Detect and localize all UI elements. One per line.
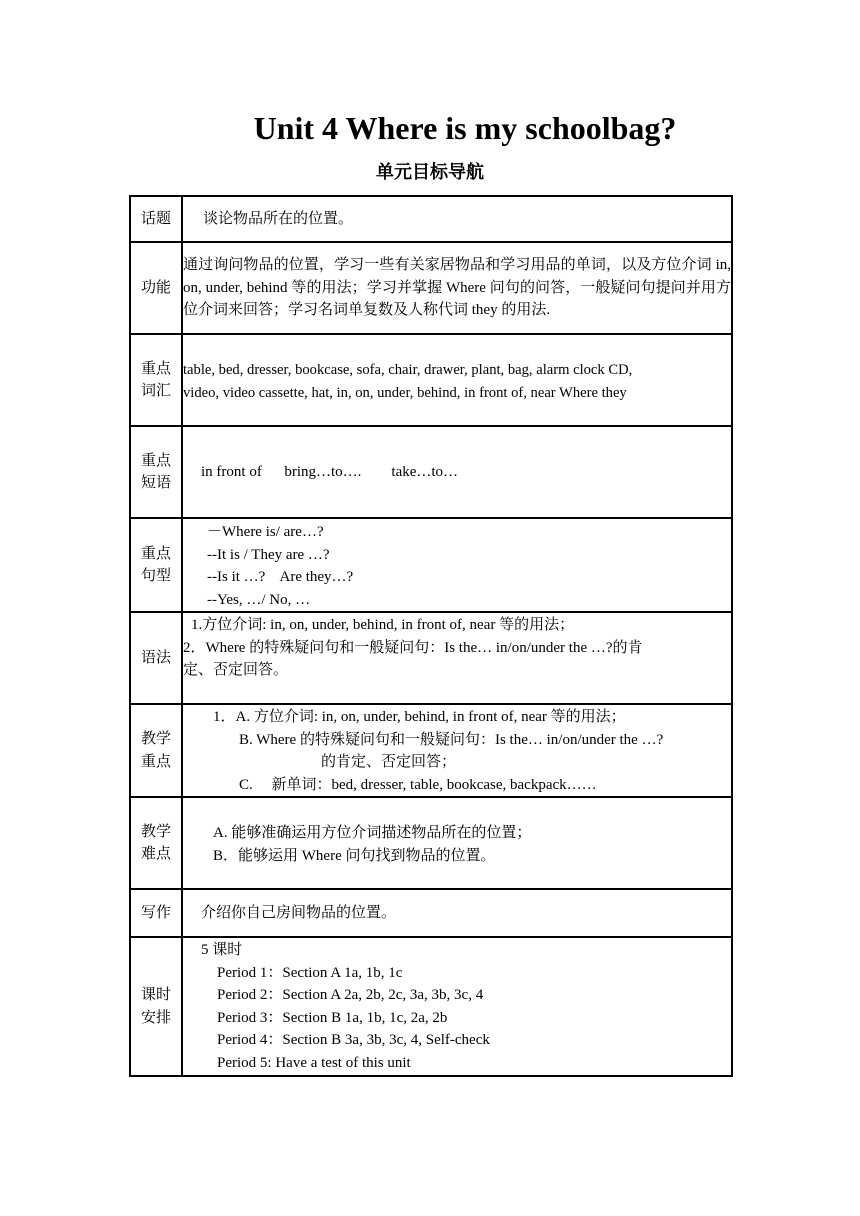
- content-paragraph: 通过询问物品的位置，学习一些有关家居物品和学习用品的单词，以及方位介词 in, on, under, behind 等的用法；学习并掌握 Where 问句的问答，一般疑问句提问并用方位介词来回答；学习名词单复数及人称代词 they 的用法.: [183, 257, 731, 319]
- row-label-line: 话题: [140, 210, 171, 227]
- row-label-key-phrases: [130, 426, 182, 518]
- row-label-line: 重点: [140, 753, 171, 770]
- row-content-key-sentences: [182, 518, 732, 612]
- content-line: 2．Where 的特殊疑问句和一般疑问句：Is the… in/on/under the …?的肯: [183, 639, 643, 656]
- row-content-key-vocabulary: [182, 334, 732, 426]
- row-label-writing: [130, 889, 182, 937]
- row-label-key-vocabulary: [130, 334, 182, 426]
- row-content-grammar: [182, 612, 732, 704]
- table-row-topic: [130, 196, 732, 242]
- row-label-line: 句型: [140, 568, 171, 584]
- content-line: table, bed, dresser, bookcase, sofa, chair, drawer, plant, bag, alarm clock CD,: [183, 362, 633, 378]
- table-row-function: [130, 242, 732, 334]
- row-label-line: 课时: [140, 987, 171, 1003]
- content-line: video, video cassette, hat, in, on, under, behind, in front of, near Where they: [183, 384, 627, 401]
- table-row-teaching-focus: [130, 704, 732, 797]
- row-content-function: [182, 242, 732, 334]
- content-line: 谈论物品所在的位置。: [203, 210, 354, 227]
- row-label-line: 重点: [140, 452, 171, 469]
- table-row-key-sentences: [130, 518, 732, 612]
- content-line: Period 2：Section A 2a, 2b, 2c, 3a, 3b, 3c, 4: [217, 987, 484, 1003]
- row-label-schedule: [130, 937, 182, 1076]
- row-label-line: 重点: [140, 360, 171, 377]
- row-label-line: 功能: [140, 279, 171, 296]
- row-label-line: 写作: [140, 904, 171, 921]
- content-line: --It is / They are …?: [207, 546, 330, 563]
- row-label-line: 语法: [140, 649, 171, 666]
- content-line: B. Where 的特殊疑问句和一般疑问句：Is the… in/on/under the …?: [239, 731, 664, 748]
- row-content-key-phrases: [182, 426, 732, 518]
- table-row-schedule: [130, 937, 732, 1076]
- table-row-key-vocabulary: [130, 334, 732, 426]
- row-content-topic: [182, 196, 732, 242]
- row-label-line: 难点: [140, 846, 171, 862]
- content-line: --Is it …? Are they…?: [207, 569, 354, 585]
- content-line: 介绍你自己房间物品的位置。: [201, 904, 397, 921]
- table-row-key-phrases: [130, 426, 732, 518]
- document-subtitle: 单元目标导航: [376, 162, 484, 183]
- content-line: 1．A. 方位介词: in, on, under, behind, in front of, near 等的用法；: [213, 709, 626, 725]
- row-label-line: 词汇: [140, 383, 171, 399]
- content-line: Period 4：Section B 3a, 3b, 3c, 4, Self-check: [217, 1032, 490, 1048]
- content-line: 的肯定、否定回答；: [321, 754, 457, 770]
- row-label-line: 短语: [140, 475, 171, 491]
- unit-goals-table: [129, 195, 733, 1077]
- row-label-key-sentences: [130, 518, 182, 612]
- row-label-line: 安排: [140, 1009, 171, 1026]
- content-line: in front of bring…to…. take…to…: [201, 463, 459, 480]
- row-content-teaching-focus: [182, 704, 732, 797]
- row-content-writing: [182, 889, 732, 937]
- content-line: 1.方位介词: in, on, under, behind, in front of, near 等的用法；: [191, 617, 575, 633]
- content-line: B．能够运用 Where 问句找到物品的位置。: [213, 847, 496, 864]
- table-row-grammar: [130, 612, 732, 704]
- content-line: Period 1：Section A 1a, 1b, 1c: [217, 964, 403, 981]
- content-line: A. 能够准确运用方位介词描述物品所在的位置；: [213, 825, 532, 841]
- row-label-grammar: [130, 612, 182, 704]
- table-row-teaching-difficulty: [130, 797, 732, 889]
- table-row-writing: [130, 889, 732, 937]
- row-label-function: [130, 242, 182, 334]
- row-label-teaching-difficulty: [130, 797, 182, 889]
- row-label-line: 重点: [140, 545, 171, 562]
- content-line: Period 3：Section B 1a, 1b, 1c, 2a, 2b: [217, 1009, 448, 1026]
- row-label-teaching-focus: [130, 704, 182, 797]
- content-line: 定、否定回答。: [183, 662, 289, 678]
- content-line: 5 课时: [201, 942, 243, 958]
- content-line: Period 5: Have a test of this unit: [217, 1054, 411, 1071]
- content-line: －Where is/ are…?: [207, 524, 324, 540]
- row-content-schedule: [182, 937, 732, 1076]
- row-label-line: 教学: [140, 823, 171, 840]
- document-title: Unit 4 Where is my schoolbag?: [253, 110, 677, 146]
- row-content-teaching-difficulty: [182, 797, 732, 889]
- row-label-topic: [130, 196, 182, 242]
- row-label-line: 教学: [140, 731, 171, 747]
- content-line: --Yes, …/ No, …: [207, 591, 311, 608]
- content-line: C. 新单词：bed, dresser, table, bookcase, backpack……: [239, 776, 597, 793]
